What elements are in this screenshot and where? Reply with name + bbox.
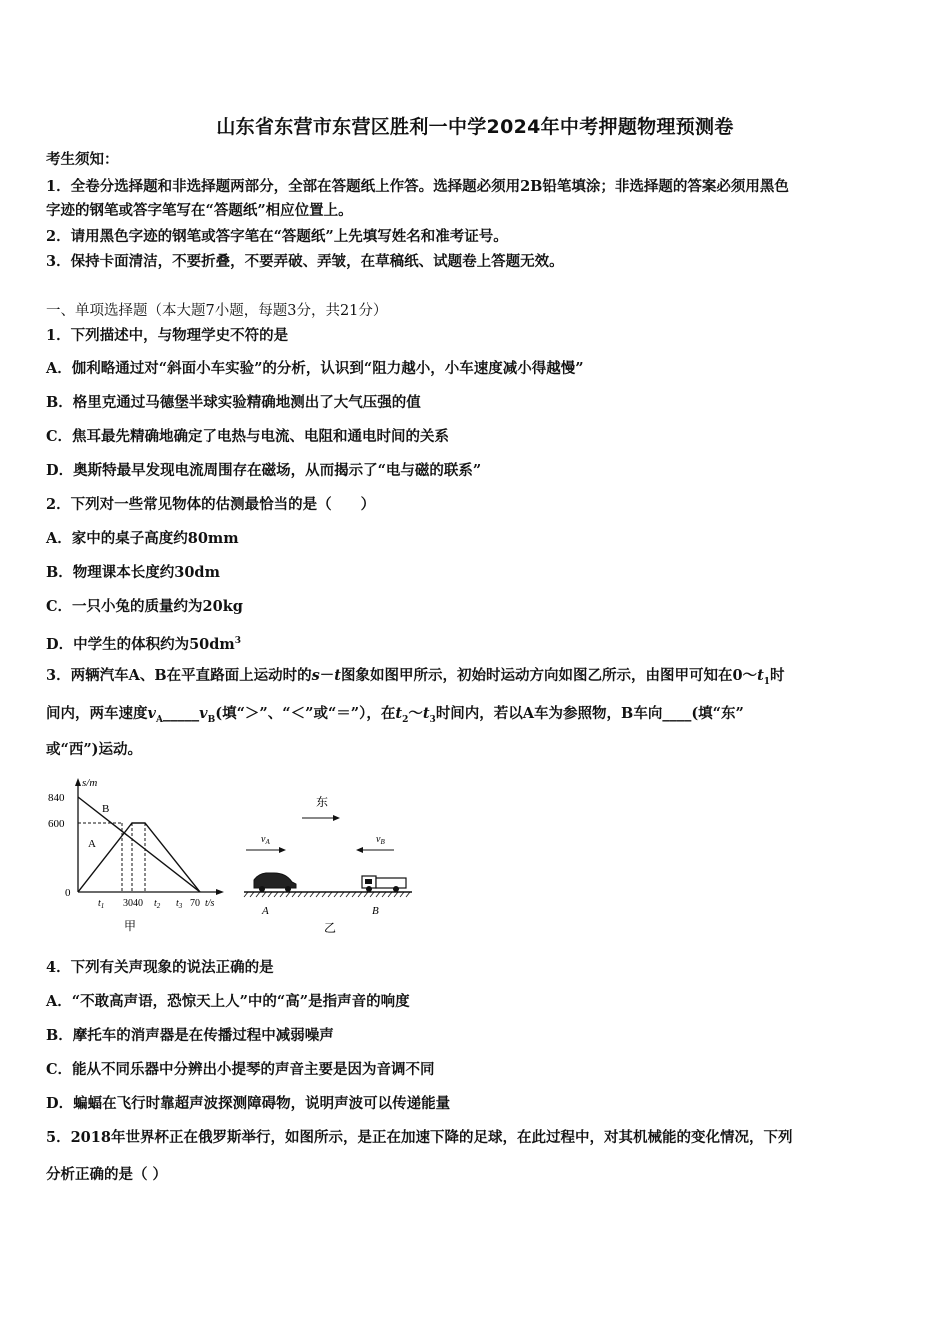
question-4-option-d: D．蝙蝠在飞行时靠超声波探测障碍物，说明声波可以传递能量 (46, 1095, 451, 1112)
graph-caption: 甲 (124, 919, 137, 933)
question-2-option-a: A．家中的桌子高度约80mm (46, 530, 239, 547)
line-b-label: B (102, 803, 110, 815)
question-2-option-d: D．中学生的体积约为$50dm^3$ (46, 635, 241, 653)
question-5-line-1: 5．2018年世界杯正在俄罗斯举行，如图所示，是正在加速下降的足球，在此过程中，对其机械能的变化情况，下列 (46, 1129, 793, 1146)
scene-yi (244, 795, 412, 935)
section-heading: 一、单项选择题（本大题7小题，每题3分，共21分） (46, 303, 388, 319)
va-arrow-head (279, 847, 286, 853)
line-a (78, 823, 200, 892)
x-tick-t1: $t_1$ (98, 898, 105, 910)
truck-b-wheel (366, 886, 372, 892)
vb-label: $v_B$ (376, 834, 385, 846)
question-2-option-c: C．一只小兔的质量约为20kg (46, 598, 243, 615)
x-axis-label: t/s (205, 898, 215, 909)
origin-label: 0 (65, 887, 71, 899)
question-5-line-2: 分析正确的是（ ） (46, 1166, 168, 1183)
question-1-stem: 1．下列描述中，与物理学史不符的是 (46, 327, 289, 344)
y-axis-arrow (75, 778, 81, 786)
y-tick-600: 600 (48, 818, 65, 830)
notice-item: 2．请用黑色字迹的钢笔或答字笔在“答题纸”上先填写姓名和准考证号。 (46, 228, 508, 245)
question-1-option-b: B．格里克通过马德堡半球实验精确地测出了大气压强的值 (46, 394, 421, 411)
x-axis-arrow (216, 889, 224, 895)
scene-caption: 乙 (324, 921, 337, 935)
notice-heading: 考生须知： (46, 151, 119, 168)
va-label: $v_A$ (261, 834, 270, 846)
figure-svg (40, 770, 420, 940)
question-1-option-d: D．奥斯特最早发现电流周围存在磁场，从而揭示了“电与磁的联系” (46, 462, 482, 479)
truck-b-window (365, 879, 372, 884)
vb-arrow-head (356, 847, 363, 853)
line-a-label: A (88, 838, 96, 850)
car-a-wheel (285, 886, 291, 892)
graph-jia (48, 777, 224, 933)
question-4-option-b: B．摩托车的消声器是在传播过程中减弱噪声 (46, 1027, 334, 1044)
question-4-option-a: A．“不敢高声语，恐惊天上人”中的“高”是指声音的响度 (46, 993, 410, 1010)
notice-item: 3．保持卡面清洁，不要折叠，不要弄破、弄皱，在草稿纸、试题卷上答题无效。 (46, 253, 564, 270)
question-1-option-a: A．伽利略通过对“斜面小车实验”的分析，认识到“阻力越小，小车速度减小得越慢” (46, 360, 584, 377)
truck-b-wheel (393, 886, 399, 892)
x-tick-70: 70 (190, 898, 200, 909)
truck-b-body (376, 878, 406, 888)
y-tick-840: 840 (48, 792, 65, 804)
question-2-option-b: B．物理课本长度约30dm (46, 564, 220, 581)
question-4-stem: 4．下列有关声现象的说法正确的是 (46, 959, 274, 976)
x-tick-t3: $t_3$ (176, 898, 183, 910)
question-3-line-3: 或“西”)运动。 (46, 741, 143, 758)
x-tick-3040: 3040 (123, 898, 143, 909)
y-axis-label: s/m (82, 777, 98, 789)
question-3-figure (40, 770, 420, 940)
question-3-line-2: 间内，两车速度$v_A\_\_\_\_\_v_B$(填“＞”、“＜”或“＝”），在$t_2\sim t_3$时间内，若以A车为参照物，B车向____(填“东” (46, 705, 744, 725)
question-1-option-c: C．焦耳最先精确地确定了电热与电流、电阻和通电时间的关系 (46, 428, 450, 445)
road-hatching (244, 892, 410, 897)
page-title: 山东省东营市东营区胜利一中学2024年中考押题物理预测卷 (216, 116, 734, 138)
question-4-option-c: C．能从不同乐器中分辨出小提琴的声音主要是因为音调不同 (46, 1061, 435, 1078)
car-a (254, 873, 296, 888)
x-tick-t2: $t_2$ (154, 898, 161, 910)
truck-b-label: B (372, 905, 379, 917)
notice-item: 1．全卷分选择题和非选择题两部分，全部在答题纸上作答。选择题必须用2B铅笔填涂；非选择题的答案必须用黑色 (46, 178, 789, 195)
east-arrow-head (333, 815, 340, 821)
question-3-line-1: 3．两辆汽车A、B在平直路面上运动时的s－t图象如图甲所示，初始时运动方向如图乙所示，由图甲可知在$0\sim t_1$时 (46, 667, 785, 687)
east-label: 东 (316, 795, 329, 809)
notice-item: 字迹的钢笔或答字笔写在“答题纸”相应位置上。 (46, 202, 353, 219)
car-a-label: A (262, 905, 269, 917)
line-b (78, 797, 200, 892)
question-2-stem: 2．下列对一些常见物体的估测最恰当的是（ ） (46, 496, 376, 513)
car-a-wheel (259, 886, 265, 892)
